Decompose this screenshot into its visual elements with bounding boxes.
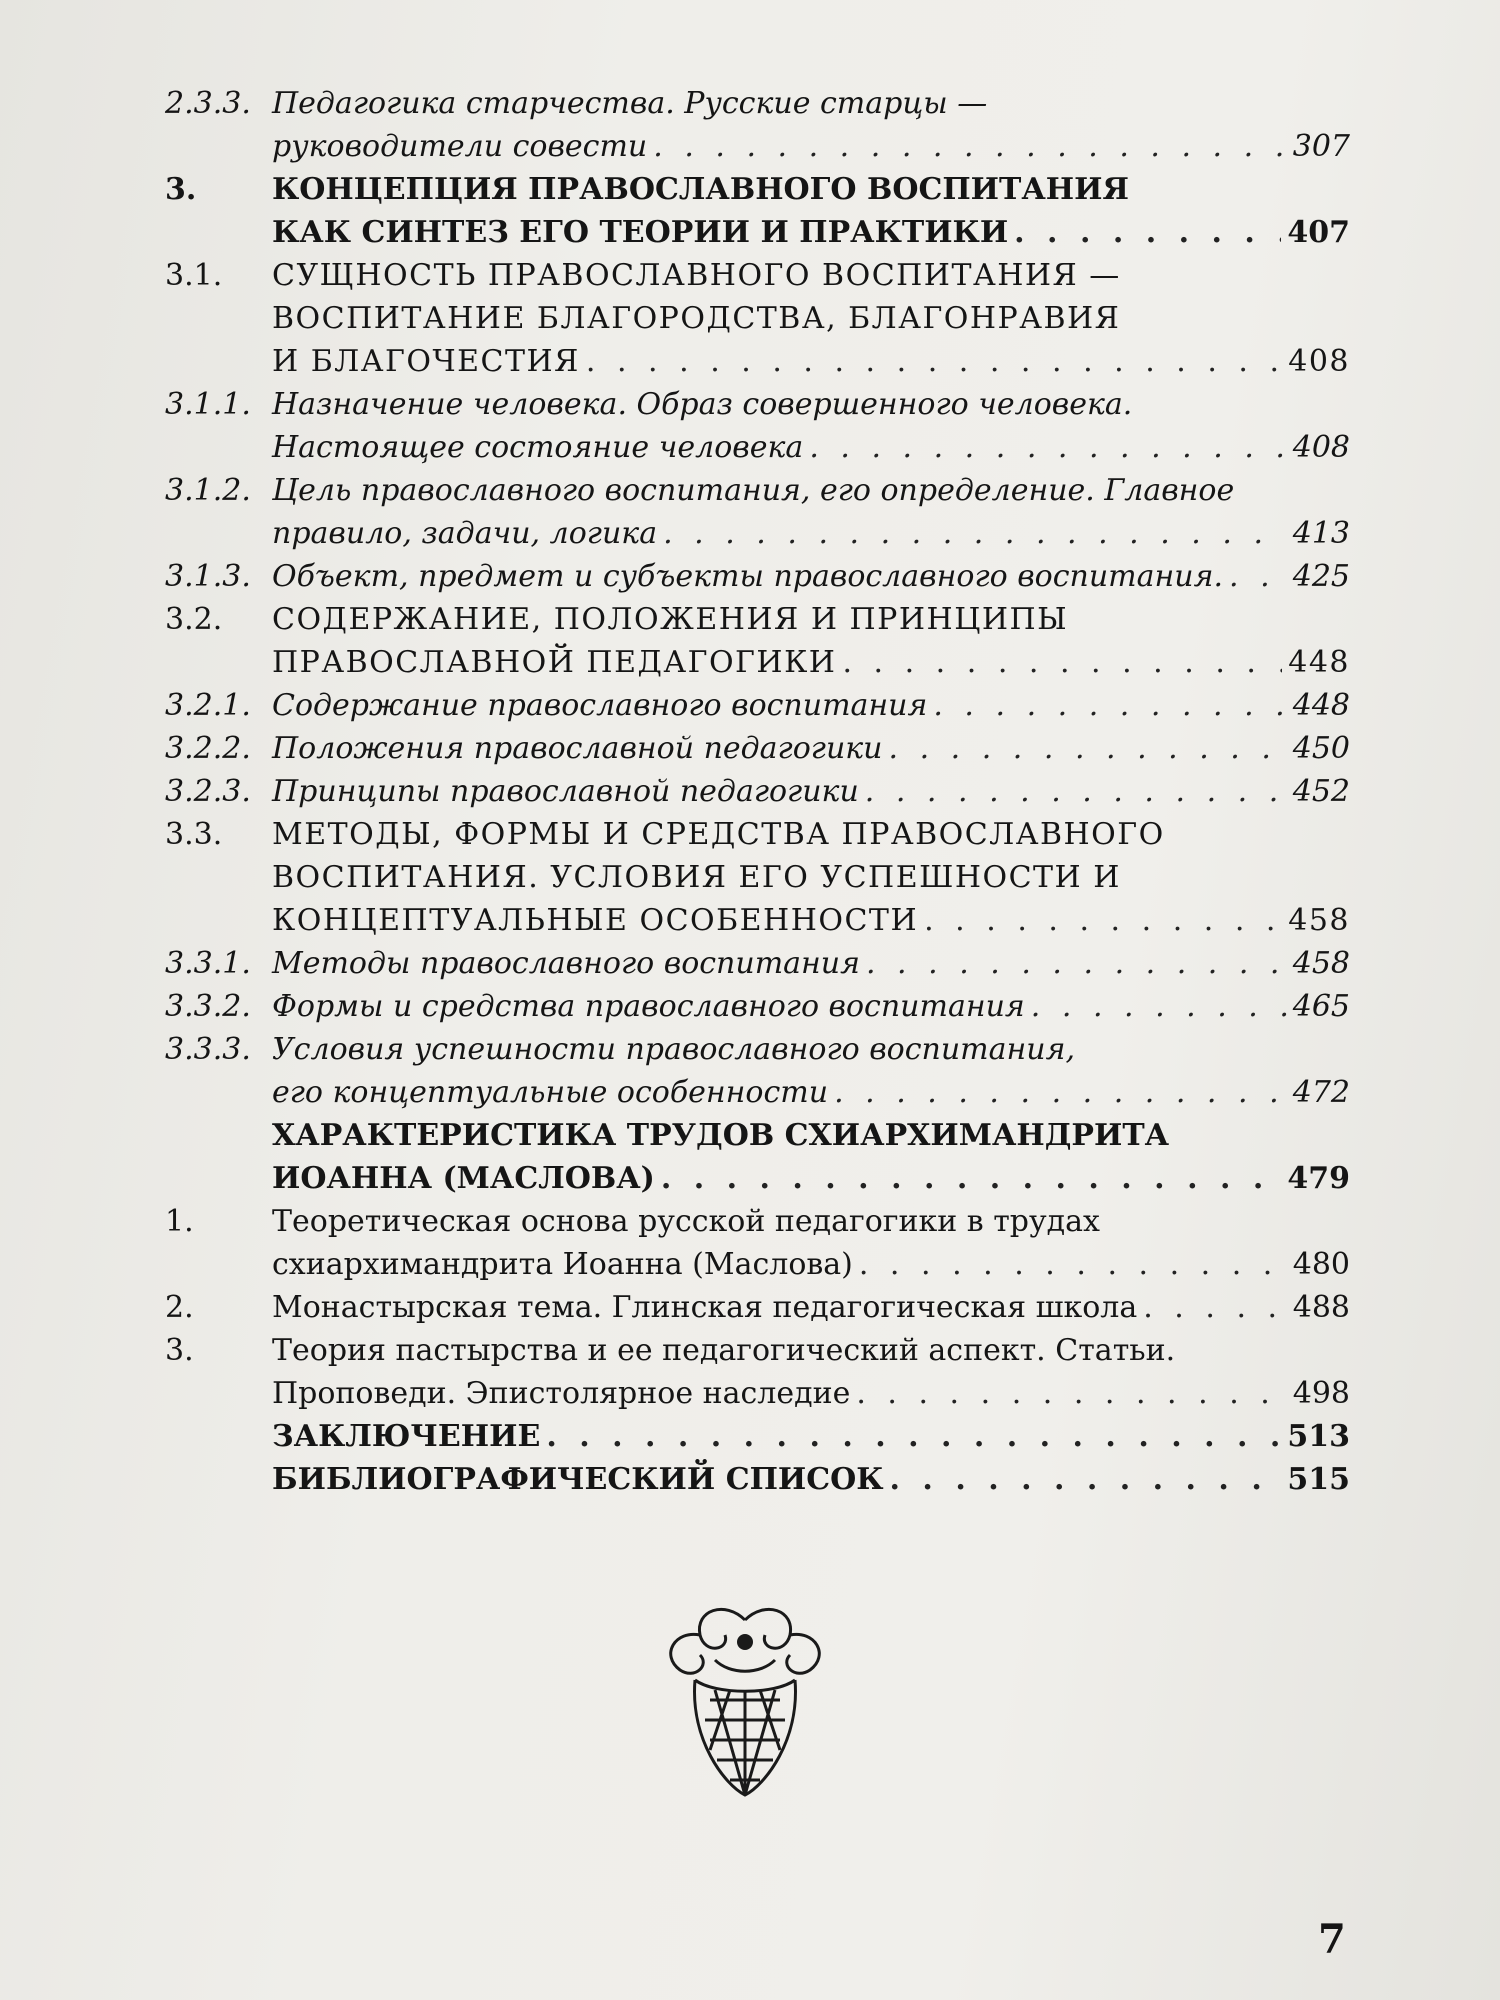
toc-entry	[165, 770, 1350, 813]
floral-ornament-icon	[655, 1600, 835, 1800]
toc-entry	[165, 598, 1350, 684]
toc-page-number: 448	[1288, 645, 1350, 680]
dot-leader	[653, 125, 1286, 168]
toc-entry	[165, 1200, 1350, 1286]
toc-page-number: 408	[1292, 430, 1350, 465]
dot-leader	[1014, 211, 1281, 254]
dot-leader	[856, 1372, 1286, 1415]
toc-page-number: 450	[1292, 731, 1350, 766]
toc-entry-number: 3.	[165, 1333, 194, 1368]
dot-leader	[924, 899, 1282, 942]
toc-entry-title-line: его концептуальные особенности	[272, 1075, 829, 1110]
toc-entry-title-line: Педагогика старчества. Русские старцы —	[272, 86, 988, 121]
toc-entry-number: 3.2.	[165, 602, 223, 637]
dot-leader	[834, 1071, 1287, 1114]
toc-entry	[165, 1286, 1350, 1329]
dot-leader	[842, 641, 1282, 684]
toc-entry	[165, 1114, 1350, 1200]
toc-entry	[165, 684, 1350, 727]
toc-entry-number: 1.	[165, 1204, 194, 1239]
toc-entry-title-line: Условия успешности православного воспитания,	[272, 1032, 1075, 1067]
dot-leader	[859, 1243, 1287, 1286]
toc-page-number: 452	[1292, 774, 1350, 809]
toc-entry-title-line: Настоящее состояние человека	[272, 430, 804, 465]
toc-page-number: 515	[1287, 1462, 1350, 1497]
toc-entry-title-line: ИОАННА (МАСЛОВА)	[272, 1161, 655, 1196]
dot-leader	[933, 684, 1286, 727]
toc-entry	[165, 168, 1350, 254]
toc-entry-title-line: Принципы православной педагогики	[272, 774, 859, 809]
dot-leader	[1229, 555, 1287, 598]
toc-entry-number: 3.	[165, 172, 197, 207]
toc-entry-number: 3.2.3.	[165, 774, 251, 809]
toc-entry-title-line: руководители совести	[272, 129, 648, 164]
toc-entry-title-line: правило, задачи, логика	[272, 516, 658, 551]
dot-leader	[1031, 985, 1287, 1028]
toc-entry-title-line: ХАРАКТЕРИСТИКА ТРУДОВ СХИАРХИМАНДРИТА	[272, 1118, 1170, 1153]
page-number: 7	[1318, 1916, 1346, 1963]
toc-entry-title-line: КОНЦЕПЦИЯ ПРАВОСЛАВНОГО ВОСПИТАНИЯ	[272, 172, 1129, 207]
toc-entry-title-line: ВОСПИТАНИЕ БЛАГОРОДСТВА, БЛАГОНРАВИЯ	[272, 301, 1121, 336]
toc-entry-number: 3.3.	[165, 817, 223, 852]
dot-leader	[1143, 1286, 1287, 1329]
toc-entry-title-line: Формы и средства православного воспитания	[272, 989, 1025, 1024]
toc-entry-number: 3.1.1.	[165, 387, 251, 422]
toc-page-number: 425	[1292, 559, 1350, 594]
dot-leader	[663, 512, 1287, 555]
toc-entry-title-line: СОДЕРЖАНИЕ, ПОЛОЖЕНИЯ И ПРИНЦИПЫ	[272, 602, 1069, 637]
dot-leader	[866, 942, 1287, 985]
toc-entry	[165, 555, 1350, 598]
toc-entry	[165, 82, 1350, 168]
dot-leader	[546, 1415, 1281, 1458]
toc-entry-title-line: Объект, предмет и субъекты православного воспитания.	[272, 559, 1223, 594]
toc-entry-title-line: Теория пастырства и ее педагогический аспект. Статьи.	[272, 1333, 1176, 1368]
toc-entry-title-line: Методы православного воспитания	[272, 946, 860, 981]
toc-page-number: 413	[1292, 516, 1350, 551]
table-of-contents	[165, 82, 1350, 1501]
toc-entry-title-line: Положения православной педагогики	[272, 731, 883, 766]
toc-entry	[165, 1458, 1350, 1501]
toc-page-number: 480	[1292, 1247, 1350, 1282]
toc-entry-title-line: КАК СИНТЕЗ ЕГО ТЕОРИИ И ПРАКТИКИ	[272, 215, 1009, 250]
toc-page-number: 408	[1288, 344, 1350, 379]
toc-entry	[165, 254, 1350, 383]
toc-page-number: 472	[1292, 1075, 1350, 1110]
toc-entry-number: 3.1.2.	[165, 473, 251, 508]
dot-leader	[889, 727, 1287, 770]
toc-entry-number: 3.2.2.	[165, 731, 251, 766]
toc-entry-number: 2.3.3.	[165, 86, 251, 121]
toc-entry-title-line: ПРАВОСЛАВНОЙ ПЕДАГОГИКИ	[272, 645, 837, 680]
dot-leader	[865, 770, 1287, 813]
toc-entry-number: 3.2.1.	[165, 688, 251, 723]
toc-entry-number: 3.3.1.	[165, 946, 251, 981]
dot-leader	[661, 1157, 1282, 1200]
toc-entry-title-line: Проповеди. Эпистолярное наследие	[272, 1376, 851, 1411]
toc-entry	[165, 383, 1350, 469]
toc-entry-title-line: КОНЦЕПТУАЛЬНЫЕ ОСОБЕННОСТИ	[272, 903, 919, 938]
toc-page-number: 458	[1288, 903, 1350, 938]
toc-entry	[165, 985, 1350, 1028]
toc-entry-number: 3.1.3.	[165, 559, 251, 594]
toc-entry-title-line: СУЩНОСТЬ ПРАВОСЛАВНОГО ВОСПИТАНИЯ —	[272, 258, 1121, 293]
toc-entry	[165, 1028, 1350, 1114]
toc-entry-title-line: БИБЛИОГРАФИЧЕСКИЙ СПИСОК	[272, 1462, 884, 1497]
dot-leader	[809, 426, 1286, 469]
toc-page-number: 465	[1292, 989, 1350, 1024]
toc-entry-number: 3.1.	[165, 258, 223, 293]
toc-entry-number: 3.3.3.	[165, 1032, 251, 1067]
toc-page-number: 307	[1292, 129, 1350, 164]
toc-entry	[165, 942, 1350, 985]
toc-page-number: 513	[1287, 1419, 1350, 1454]
toc-page-number: 488	[1292, 1290, 1350, 1325]
toc-page-number: 458	[1292, 946, 1350, 981]
toc-entry-title-line: Монастырская тема. Глинская педагогическая школа	[272, 1290, 1138, 1325]
toc-entry-title-line: Содержание православного воспитания	[272, 688, 928, 723]
toc-entry-title-line: Цель православного воспитания, его определение. Главное	[272, 473, 1235, 508]
dot-leader	[890, 1458, 1282, 1501]
toc-entry	[165, 727, 1350, 770]
dot-leader	[586, 340, 1282, 383]
toc-entry-title-line: Назначение человека. Образ совершенного человека.	[272, 387, 1133, 422]
toc-page-number: 407	[1287, 215, 1350, 250]
toc-entry-title-line: Теоретическая основа русской педагогики в трудах	[272, 1204, 1100, 1239]
toc-entry	[165, 469, 1350, 555]
toc-entry-title-line: схиархимандрита Иоанна (Маслова)	[272, 1247, 853, 1282]
toc-entry-title-line: ВОСПИТАНИЯ. УСЛОВИЯ ЕГО УСПЕШНОСТИ И	[272, 860, 1121, 895]
toc-entry	[165, 1415, 1350, 1458]
toc-entry-title-line: И БЛАГОЧЕСТИЯ	[272, 344, 580, 379]
toc-entry-number: 3.3.2.	[165, 989, 251, 1024]
toc-entry-title-line: ЗАКЛЮЧЕНИЕ	[272, 1419, 541, 1454]
toc-page-number: 448	[1292, 688, 1350, 723]
toc-entry	[165, 813, 1350, 942]
toc-entry-title-line: МЕТОДЫ, ФОРМЫ И СРЕДСТВА ПРАВОСЛАВНОГО	[272, 817, 1165, 852]
toc-entry	[165, 1329, 1350, 1415]
toc-entry-number: 2.	[165, 1290, 194, 1325]
toc-page-number: 498	[1292, 1376, 1350, 1411]
toc-page-number: 479	[1287, 1161, 1350, 1196]
